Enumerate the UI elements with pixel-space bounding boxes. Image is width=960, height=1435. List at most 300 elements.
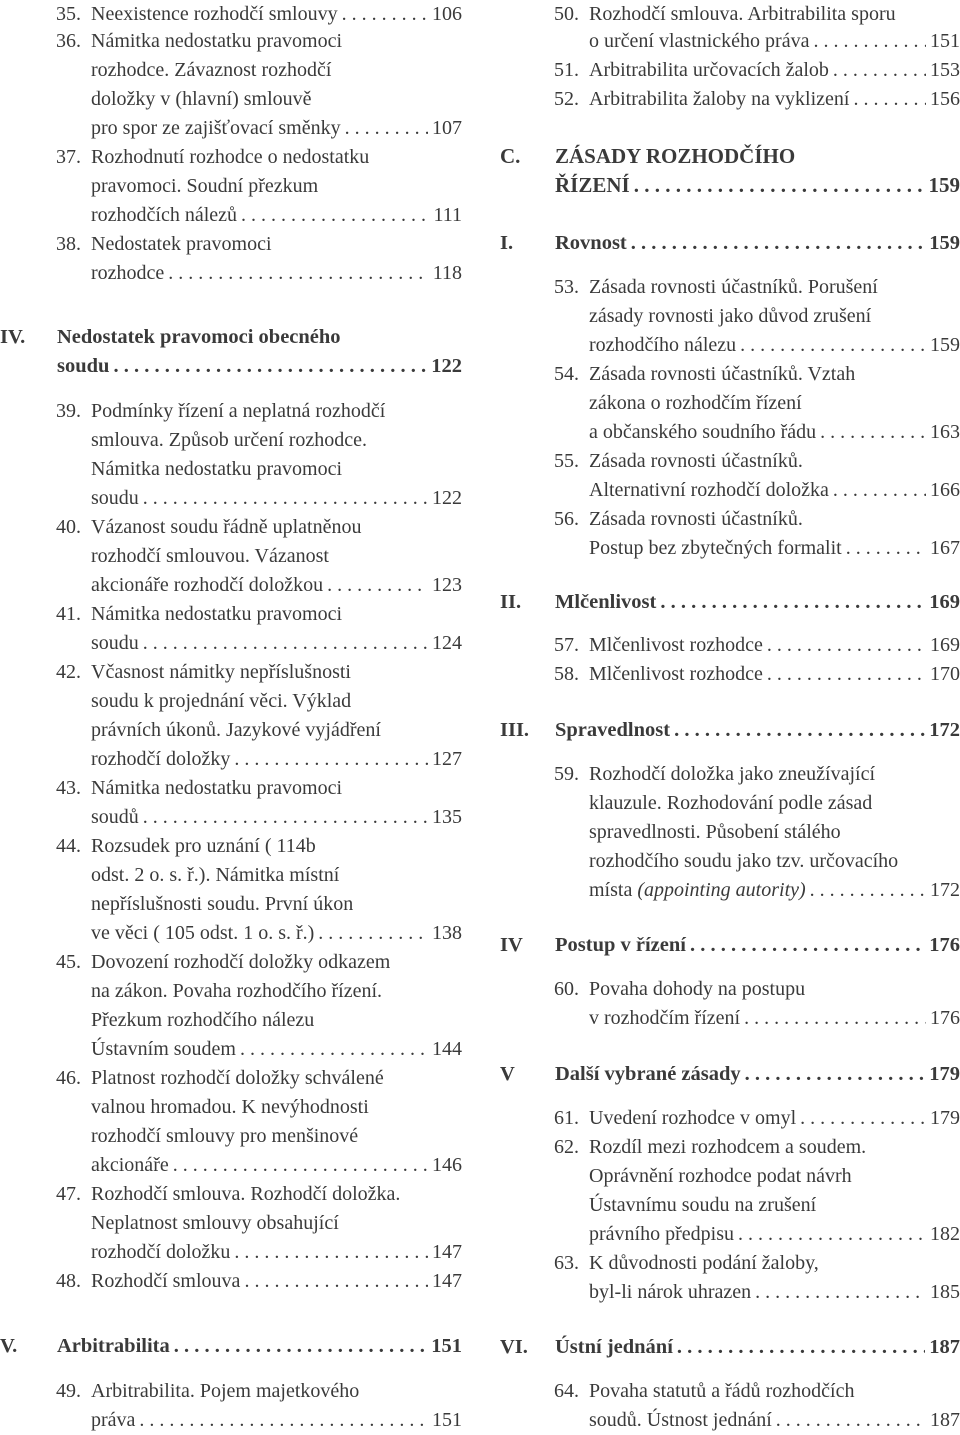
entry-number: 49. <box>56 1377 81 1406</box>
entry-title <box>91 571 323 600</box>
toc-entry <box>0 114 462 143</box>
entry-number: 52. <box>554 85 579 114</box>
entry-title <box>589 331 736 360</box>
entry-text <box>91 1209 462 1238</box>
toc-entry <box>500 818 960 847</box>
entry-title <box>589 1004 740 1033</box>
entry-text <box>91 1006 462 1035</box>
dot-leader <box>734 1220 926 1249</box>
entry-title <box>91 172 318 201</box>
entry-title <box>91 977 382 1006</box>
toc-entry <box>500 1220 960 1249</box>
toc-entry <box>500 716 960 745</box>
toc-entry <box>0 1064 462 1093</box>
entry-number: 42. <box>56 658 81 687</box>
toc-entry <box>500 931 960 960</box>
entry-text <box>91 745 462 774</box>
entry-title <box>91 745 230 774</box>
page-number: 185 <box>926 1278 960 1307</box>
page-number: 187 <box>926 1406 960 1435</box>
entry-title <box>589 975 805 1004</box>
toc-entry <box>0 948 462 977</box>
entry-title-text: ve věci ( 105 odst. 1 o. s. ř.) <box>91 922 314 944</box>
dot-leader <box>829 476 926 505</box>
entry-title-text: Námitka nedostatku pravomoci <box>91 30 342 52</box>
entry-title <box>91 1209 339 1238</box>
section-roman-numeral: VI. <box>500 1333 528 1362</box>
entry-title <box>91 803 139 832</box>
entry-title-text: Rozhodčí smlouva. Rozhodčí doložka. <box>91 1183 400 1205</box>
toc-entry <box>500 789 960 818</box>
entry-title <box>91 230 272 259</box>
dot-leader <box>164 259 428 288</box>
dot-leader <box>740 1004 926 1033</box>
entry-text <box>589 760 960 789</box>
entry-number: 40. <box>56 513 81 542</box>
entry-title <box>589 27 809 56</box>
entry-text <box>91 1151 462 1180</box>
entry-title <box>555 229 627 258</box>
entry-number: 43. <box>56 774 81 803</box>
entry-number: 48. <box>56 1267 81 1296</box>
entry-title-text: Arbitrabilita určovacích žalob <box>589 59 829 81</box>
entry-title-text: akcionáře <box>91 1154 169 1176</box>
entry-title-text: spravedlnosti. Působení stálého <box>589 821 841 843</box>
entry-title-text: rozhodčí doložku <box>91 1241 230 1263</box>
toc-entry <box>500 418 960 447</box>
toc-entry <box>0 1267 462 1296</box>
entry-title <box>91 542 329 571</box>
section-roman-numeral: C. <box>500 142 520 171</box>
entry-title-text: nepříslušnosti soudu. První úkon <box>91 893 353 915</box>
entry-title <box>589 0 896 29</box>
entry-title-text: Rozdíl mezi rozhodcem a soudem. <box>589 1136 866 1158</box>
entry-text <box>555 1060 960 1089</box>
entry-text <box>91 230 462 259</box>
entry-title <box>91 1267 240 1296</box>
entry-title <box>589 1220 734 1249</box>
toc-entry <box>500 847 960 876</box>
entry-title <box>589 789 872 818</box>
entry-title-text: rozhodčího soudu jako tzv. určovacího <box>589 850 898 872</box>
entry-title-text: a občanského soudního řádu <box>589 421 816 443</box>
toc-entry <box>0 977 462 1006</box>
entry-text <box>91 571 462 600</box>
entry-text <box>589 1191 960 1220</box>
dot-leader <box>230 745 428 774</box>
page-number: 176 <box>925 931 960 960</box>
toc-entry <box>0 230 462 259</box>
entry-title-text: Zásada rovnosti účastníků. <box>589 508 803 530</box>
toc-entry <box>500 0 960 29</box>
toc-entry <box>500 505 960 534</box>
toc-entry <box>500 876 960 905</box>
entry-number: 53. <box>554 273 579 302</box>
entry-text <box>91 484 462 513</box>
toc-entry <box>0 687 462 716</box>
entry-title <box>589 56 829 85</box>
dot-leader <box>170 1332 428 1361</box>
entry-title <box>91 919 314 948</box>
entry-number: 64. <box>554 1377 579 1406</box>
entry-title-text: Rozhodčí smlouva <box>91 1270 240 1292</box>
entry-title <box>91 1180 400 1209</box>
section-roman-numeral: V. <box>0 1332 17 1361</box>
entry-text <box>589 1104 960 1133</box>
toc-entry <box>500 1133 960 1162</box>
entry-title-text: Zásada rovnosti účastníků. Porušení <box>589 276 878 298</box>
toc-entry <box>0 832 462 861</box>
dot-leader <box>796 1104 926 1133</box>
toc-entry <box>500 331 960 360</box>
entry-text <box>91 1064 462 1093</box>
entry-title <box>91 1064 384 1093</box>
entry-text <box>91 890 462 919</box>
page-number: 147 <box>428 1238 462 1267</box>
entry-text <box>589 1249 960 1278</box>
entry-text <box>57 1332 462 1361</box>
page-number: 172 <box>926 876 960 905</box>
entry-title-text: právního předpisu <box>589 1223 734 1245</box>
entry-title-text: Vázanost soudu řádně uplatněnou <box>91 516 361 538</box>
entry-title-text: rozhodčího nálezu <box>589 334 736 356</box>
entry-text <box>589 1406 960 1435</box>
entry-title-text: soudu <box>91 487 139 509</box>
entry-title <box>555 1333 673 1362</box>
entry-title <box>91 1151 169 1180</box>
page-number: 107 <box>428 114 462 143</box>
toc-entry <box>0 397 462 426</box>
toc-entry <box>0 484 462 513</box>
page-number: 127 <box>428 745 462 774</box>
toc-entry <box>0 259 462 288</box>
entry-number: 46. <box>56 1064 81 1093</box>
entry-text <box>91 85 462 114</box>
entry-text <box>91 803 462 832</box>
entry-title-text: Ústavnímu soudu na zrušení <box>589 1194 816 1216</box>
entry-title-text: soudu <box>57 355 109 377</box>
toc-entry <box>500 273 960 302</box>
toc-entry <box>0 542 462 571</box>
toc-entry <box>500 1060 960 1089</box>
entry-title-text: Přezkum rozhodčího nálezu <box>91 1009 314 1031</box>
entry-text <box>91 426 462 455</box>
entry-title-text: na zákon. Povaha rozhodčího řízení. <box>91 980 382 1002</box>
toc-entry <box>0 1332 462 1361</box>
entry-title <box>91 85 312 114</box>
entry-title-text: ZÁSADY ROZHODČÍHO <box>555 144 795 168</box>
entry-title-text: Včasnost námitky nepříslušnosti <box>91 661 351 683</box>
entry-title <box>589 818 841 847</box>
entry-text <box>589 331 960 360</box>
entry-title <box>589 631 763 660</box>
toc-entry <box>500 447 960 476</box>
page-number: 146 <box>428 1151 462 1180</box>
toc-entry <box>0 861 462 890</box>
entry-text <box>589 818 960 847</box>
entry-text <box>589 389 960 418</box>
toc-entry <box>0 352 462 381</box>
dot-leader <box>139 629 428 658</box>
entry-text <box>91 716 462 745</box>
toc-entry <box>0 323 462 352</box>
toc-entry <box>0 1406 462 1435</box>
toc-entry <box>0 716 462 745</box>
entry-title-text: Zásada rovnosti účastníků. Vztah <box>589 363 855 385</box>
entry-title <box>91 455 342 484</box>
entry-text <box>589 975 960 1004</box>
entry-title-text: Rozhodčí smlouva. Arbitrabilita sporu <box>589 3 896 25</box>
entry-number: 57. <box>554 631 579 660</box>
toc-entry <box>500 302 960 331</box>
entry-text <box>91 0 462 29</box>
page-number: 169 <box>925 588 960 617</box>
entry-text <box>91 600 462 629</box>
dot-leader <box>341 114 428 143</box>
entry-title-text: Nedostatek pravomoci obecného <box>57 326 341 348</box>
page-number: 156 <box>926 85 960 114</box>
entry-number: 35. <box>56 0 81 29</box>
entry-title <box>91 629 139 658</box>
toc-entry <box>0 745 462 774</box>
entry-text <box>589 1133 960 1162</box>
entry-text <box>91 56 462 85</box>
entry-text <box>589 876 960 905</box>
entry-title <box>589 660 763 689</box>
toc-entry <box>0 1238 462 1267</box>
entry-text <box>589 660 960 689</box>
entry-title-text: Postup bez zbytečných formalit <box>589 537 842 559</box>
entry-text <box>555 171 960 200</box>
toc-entry <box>0 27 462 56</box>
entry-title-text: Arbitrabilita <box>57 1335 170 1357</box>
entry-text <box>589 418 960 447</box>
entry-title <box>91 426 367 455</box>
toc-entry <box>0 600 462 629</box>
entry-text <box>91 774 462 803</box>
entry-text <box>589 360 960 389</box>
section-roman-numeral: IV <box>500 931 523 960</box>
entry-title <box>91 397 385 426</box>
toc-entry <box>500 56 960 85</box>
toc-entry <box>500 1191 960 1220</box>
page-number: 123 <box>428 571 462 600</box>
dot-leader <box>772 1406 926 1435</box>
toc-entry <box>500 1278 960 1307</box>
entry-title-text: Rozsudek pro uznání ( 114b <box>91 835 316 857</box>
entry-title <box>91 716 381 745</box>
toc-entry <box>0 1122 462 1151</box>
entry-text <box>91 1267 462 1296</box>
entry-text <box>589 847 960 876</box>
toc-entry <box>0 1006 462 1035</box>
toc-entry <box>0 919 462 948</box>
page-number: 135 <box>428 803 462 832</box>
entry-text <box>91 861 462 890</box>
entry-text <box>91 1377 462 1406</box>
entry-title <box>91 687 351 716</box>
entry-text <box>91 1093 462 1122</box>
entry-text <box>91 1238 462 1267</box>
entry-title-text: K důvodnosti podání žaloby, <box>589 1252 819 1274</box>
toc-entry <box>500 1333 960 1362</box>
page-number: 182 <box>926 1220 960 1249</box>
page-number: 159 <box>925 171 960 200</box>
entry-title <box>91 1377 359 1406</box>
entry-text <box>91 948 462 977</box>
toc-entry <box>500 1104 960 1133</box>
entry-text <box>589 1278 960 1307</box>
entry-title <box>91 0 338 29</box>
entry-text <box>555 142 960 171</box>
entry-title-text: rozhodčí smlouvy pro menšinové <box>91 1125 358 1147</box>
entry-title <box>555 142 795 171</box>
toc-entry <box>0 0 462 29</box>
entry-title <box>555 588 656 617</box>
toc-entry <box>0 629 462 658</box>
entry-text <box>589 85 960 114</box>
page-number: 106 <box>428 0 462 29</box>
entry-title-text: Podmínky řízení a neplatná rozhodčí <box>91 400 385 422</box>
entry-title-text: Spravedlnost <box>555 719 670 741</box>
entry-title <box>589 418 816 447</box>
toc-entry <box>500 27 960 56</box>
toc-entry <box>0 201 462 230</box>
dot-leader <box>630 171 925 200</box>
entry-text <box>589 27 960 56</box>
dot-leader <box>627 229 925 258</box>
entry-title <box>91 1122 358 1151</box>
entry-title <box>91 948 390 977</box>
entry-title-text: klauzule. Rozhodování podle zásad <box>589 792 872 814</box>
toc-entry <box>500 1377 960 1406</box>
entry-text <box>555 588 960 617</box>
entry-text <box>57 352 462 381</box>
entry-number: 61. <box>554 1104 579 1133</box>
toc-entry <box>0 1377 462 1406</box>
dot-leader <box>314 919 428 948</box>
dot-leader <box>139 484 428 513</box>
entry-title-text: soudu k projednání věci. Výklad <box>91 690 351 712</box>
entry-title-text: rozhodce. Závaznost rozhodčí <box>91 59 331 81</box>
entry-text <box>589 789 960 818</box>
entry-text <box>555 1333 960 1362</box>
dot-leader <box>338 0 428 29</box>
entry-title <box>91 861 339 890</box>
entry-text <box>555 229 960 258</box>
entry-title-text: právních úkonů. Jazykové vyjádření <box>91 719 381 741</box>
dot-leader <box>849 85 926 114</box>
dot-leader <box>656 588 925 617</box>
dot-leader <box>240 1267 428 1296</box>
page-number: 138 <box>428 919 462 948</box>
entry-title-text: rozhodčí smlouvou. Vázanost <box>91 545 329 567</box>
page-number: 147 <box>428 1267 462 1296</box>
entry-title-text: Alternativní rozhodčí doložka <box>589 479 829 501</box>
page-number: 187 <box>925 1333 960 1362</box>
entry-title-text: pro spor ze zajišťovací směnky <box>91 117 341 139</box>
dot-leader <box>169 1151 428 1180</box>
entry-text <box>57 323 462 352</box>
page-number: 124 <box>428 629 462 658</box>
entry-number: 44. <box>56 832 81 861</box>
dot-leader <box>763 631 926 660</box>
entry-title-text: práva <box>91 1409 135 1431</box>
entry-title-text: Povaha dohody na postupu <box>589 978 805 1000</box>
entry-title <box>91 832 316 861</box>
entry-text <box>91 513 462 542</box>
entry-text <box>589 447 960 476</box>
entry-title-text: Arbitrabilita žaloby na vyklizení <box>589 88 849 110</box>
entry-title-text: ŘÍZENÍ <box>555 173 630 197</box>
toc-entry <box>0 1151 462 1180</box>
dot-leader <box>237 201 429 230</box>
toc-entry <box>0 143 462 172</box>
entry-title-text: Povaha statutů a řádů rozhodčích <box>589 1380 854 1402</box>
entry-title <box>589 876 806 905</box>
toc-entry <box>500 142 960 171</box>
entry-text <box>589 1162 960 1191</box>
entry-title <box>589 302 871 331</box>
toc-entry <box>0 1035 462 1064</box>
entry-title-text: Mlčenlivost rozhodce <box>589 634 763 656</box>
entry-text <box>589 476 960 505</box>
entry-title-text: Rovnost <box>555 232 627 254</box>
entry-text <box>91 687 462 716</box>
toc-entry <box>0 803 462 832</box>
toc-entry <box>0 513 462 542</box>
dot-leader <box>751 1278 926 1307</box>
toc-entry <box>0 426 462 455</box>
page-number: 122 <box>427 352 462 381</box>
entry-text <box>91 259 462 288</box>
section-roman-numeral: V <box>500 1060 515 1089</box>
entry-title-text: Další vybrané zásady <box>555 1063 741 1085</box>
page-number: 159 <box>925 229 960 258</box>
dot-leader <box>763 660 926 689</box>
entry-title-text: rozhodčích nálezů <box>91 204 237 226</box>
toc-entry <box>0 1093 462 1122</box>
dot-leader <box>736 331 926 360</box>
entry-text <box>589 302 960 331</box>
entry-text <box>589 534 960 563</box>
entry-text <box>91 629 462 658</box>
entry-title-text: místa <box>589 879 632 901</box>
dot-leader <box>139 803 428 832</box>
entry-text <box>91 1180 462 1209</box>
entry-text <box>589 1377 960 1406</box>
dot-leader <box>135 1406 428 1435</box>
entry-title <box>555 716 670 745</box>
entry-text <box>589 1004 960 1033</box>
entry-title <box>589 1191 816 1220</box>
entry-title-text: Mlčenlivost rozhodce <box>589 663 763 685</box>
entry-title <box>91 1035 236 1064</box>
entry-text <box>555 931 960 960</box>
toc-entry <box>500 1162 960 1191</box>
entry-title <box>555 1060 741 1089</box>
toc-entry <box>500 360 960 389</box>
entry-number: 58. <box>554 660 579 689</box>
toc-entry <box>0 890 462 919</box>
page-number: 179 <box>925 1060 960 1089</box>
entry-number: 51. <box>554 56 579 85</box>
entry-title <box>589 360 855 389</box>
dot-leader <box>236 1035 428 1064</box>
entry-text <box>589 273 960 302</box>
entry-title-text: Nedostatek pravomoci <box>91 233 272 255</box>
entry-text <box>91 172 462 201</box>
